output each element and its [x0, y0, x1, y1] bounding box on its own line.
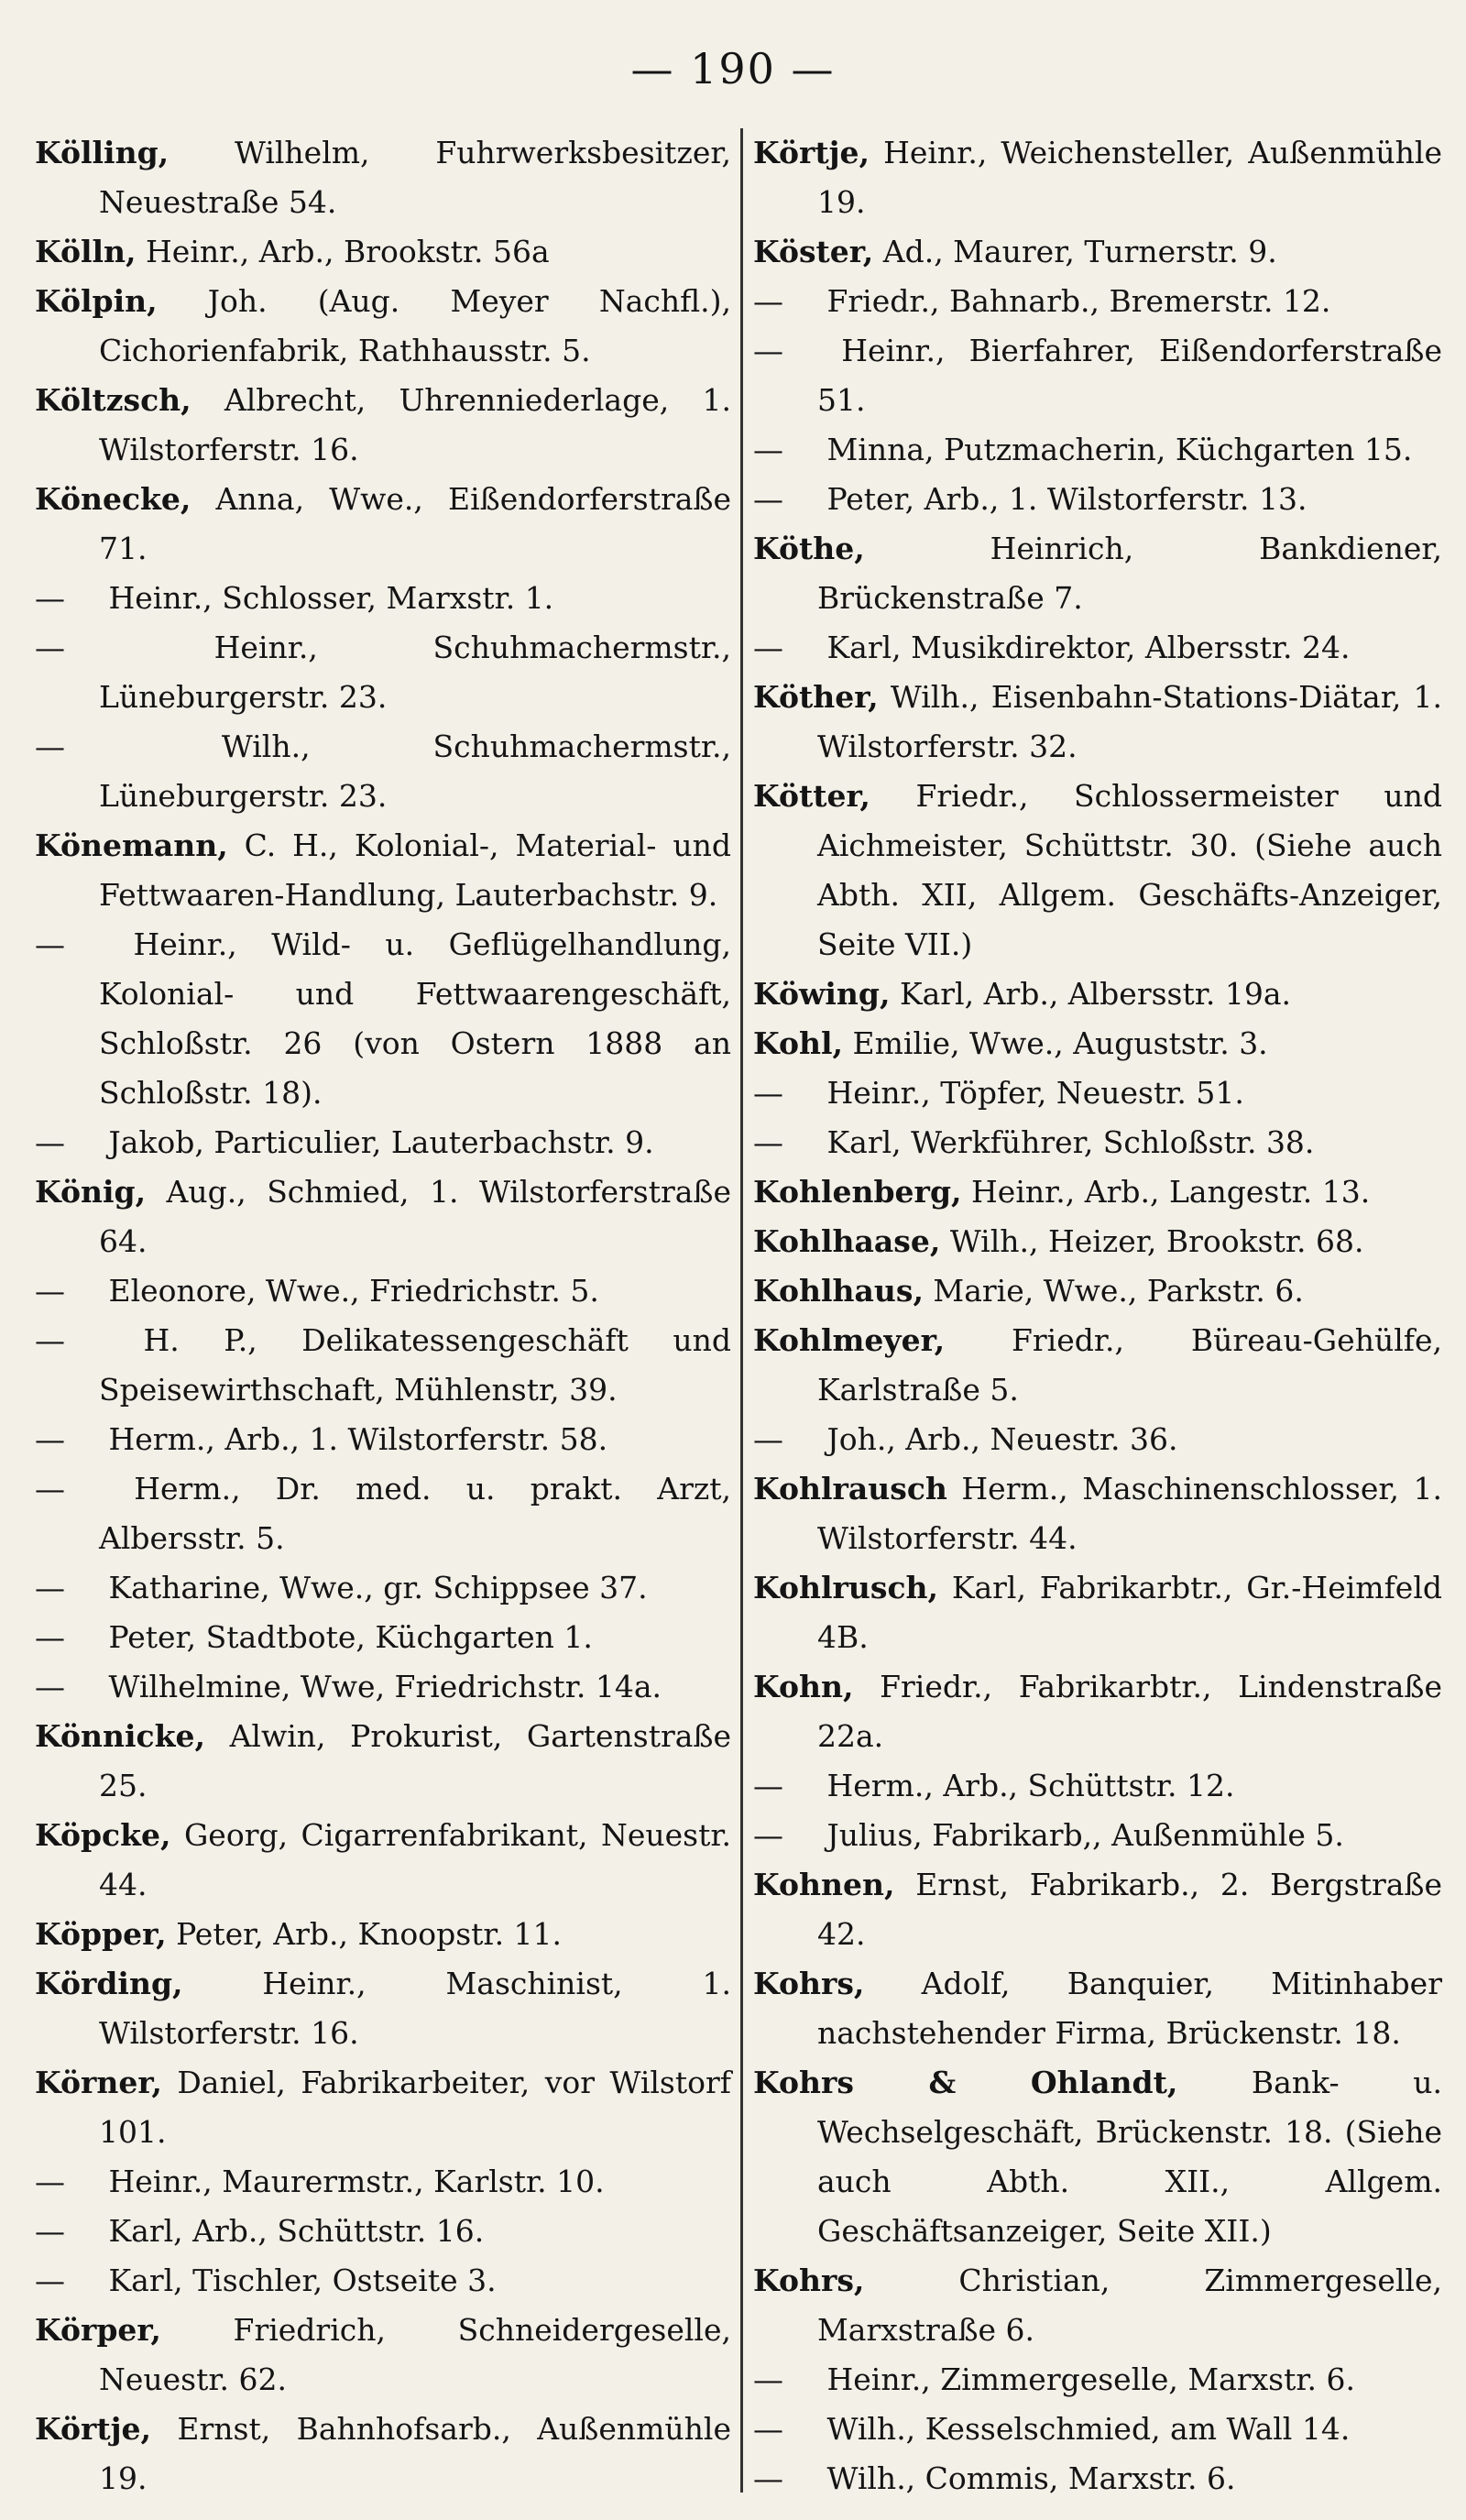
- entry-details: Friedr., Fabrikarbtr., Lindenstraße 22a.: [817, 1669, 1442, 1754]
- directory-entry: [753, 1662, 1442, 1761]
- directory-entry: [753, 1563, 1442, 1662]
- entry-details: Heinr., Schlosser, Marxstr. 1.: [99, 580, 554, 616]
- repeat-dash: —: [35, 729, 65, 764]
- directory-entry: [35, 2405, 731, 2504]
- left-column: [35, 128, 731, 2504]
- entry-details: Karl, Musikdirektor, Albersstr. 24.: [817, 630, 1351, 665]
- directory-entry: [753, 1316, 1442, 1415]
- entry-details: Heinrich, Bankdiener, Brückenstraße 7.: [817, 531, 1442, 616]
- directory-entry: [35, 1118, 731, 1167]
- entry-details: Karl, Tischler, Ostseite 3.: [99, 2263, 497, 2298]
- entry-details: Emilie, Wwe., Auguststr. 3.: [843, 1025, 1268, 1061]
- repeat-dash: —: [753, 283, 783, 319]
- repeat-dash: —: [35, 926, 65, 962]
- repeat-dash: —: [753, 432, 783, 467]
- entry-surname: Kölln,: [35, 234, 137, 269]
- repeat-dash: —: [35, 1619, 65, 1655]
- directory-entry: [753, 1217, 1442, 1266]
- entry-surname: Kohlrausch: [753, 1471, 947, 1507]
- directory-entry: [753, 1860, 1442, 1959]
- directory-entry: [753, 2058, 1442, 2256]
- directory-entry: [35, 2306, 731, 2405]
- directory-entry: [753, 1266, 1442, 1316]
- directory-entry: [753, 623, 1442, 673]
- directory-entry: [35, 1662, 731, 1712]
- entry-surname: Költzsch,: [35, 382, 191, 418]
- right-column: [753, 128, 1442, 2504]
- entry-details: Friedr., Schlossermeister und Aichmeister, Schüttstr. 30. (Siehe auch Abth. XII, Allgem. Geschäfts-Anzeiger, Seite VII.): [817, 778, 1442, 962]
- directory-entry: [753, 227, 1442, 277]
- entry-details: Heinr., Maschinist, 1. Wilstorferstr. 16.: [99, 1966, 731, 2051]
- entry-surname: Kötter,: [753, 778, 870, 814]
- repeat-dash: —: [753, 1817, 783, 1853]
- entry-surname: Kohlenberg,: [753, 1174, 962, 1210]
- entry-details: Joh. (Aug. Meyer Nachfl.), Cichorienfabrik, Rathhausstr. 5.: [99, 283, 731, 368]
- repeat-dash: —: [35, 1421, 65, 1457]
- directory-entry: [35, 1613, 731, 1662]
- repeat-dash: —: [753, 2411, 783, 2447]
- repeat-dash: —: [35, 1124, 65, 1160]
- directory-entry: [35, 1167, 731, 1266]
- entry-details: Ad., Maurer, Turnerstr. 9.: [873, 234, 1277, 269]
- entry-details: Georg, Cigarrenfabrikant, Neuestr. 44.: [99, 1817, 731, 1902]
- entry-details: Ernst, Fabrikarb., 2. Bergstraße 42.: [817, 1867, 1442, 1952]
- directory-entry: [753, 1811, 1442, 1860]
- directory-entry: [35, 2207, 731, 2256]
- entry-details: Peter, Arb., Knoopstr. 11.: [166, 1916, 563, 1952]
- entry-details: Heinr., Wild- u. Geflügelhandlung, Kolonial- und Fettwaarengeschäft, Schloßstr. 26 (von Ostern 1888 an Schloßstr. 18).: [99, 926, 731, 1111]
- repeat-dash: —: [753, 2361, 783, 2397]
- directory-entry: [753, 475, 1442, 524]
- directory-entry: [35, 227, 731, 277]
- directory-entry: [35, 623, 731, 722]
- entry-details: Minna, Putzmacherin, Küchgarten 15.: [817, 432, 1413, 467]
- entry-details: C. H., Kolonial-, Material- und Fettwaaren-Handlung, Lauterbachstr. 9.: [99, 827, 731, 913]
- entry-surname: Körper,: [35, 2312, 161, 2348]
- page-number: — 190 —: [630, 44, 836, 93]
- directory-entry: [35, 2157, 731, 2207]
- entry-details: Heinr., Bierfahrer, Eißendorferstraße 51.: [817, 333, 1442, 418]
- directory-entry: [35, 2256, 731, 2306]
- entry-details: Heinr., Zimmergeselle, Marxstr. 6.: [817, 2361, 1355, 2397]
- directory-entry: [753, 970, 1442, 1019]
- repeat-dash: —: [35, 2263, 65, 2298]
- directory-entry: [753, 2405, 1442, 2454]
- entry-details: Christian, Zimmergeselle, Marxstraße 6.: [817, 2263, 1442, 2348]
- entry-details: Anna, Wwe., Eißendorferstraße 71.: [99, 481, 731, 566]
- directory-entry: [753, 425, 1442, 475]
- entry-surname: Körding,: [35, 1966, 183, 2001]
- directory-entry: [35, 821, 731, 920]
- entry-surname: Kohrs,: [753, 2263, 865, 2298]
- entry-details: Wilh., Kesselschmied, am Wall 14.: [817, 2411, 1351, 2447]
- directory-entry: [35, 1464, 731, 1563]
- entry-details: Adolf, Banquier, Mitinhaber nachstehender Firma, Brückenstr. 18.: [817, 1966, 1442, 2051]
- directory-entry: [753, 128, 1442, 227]
- directory-entry: [753, 326, 1442, 425]
- repeat-dash: —: [753, 2460, 783, 2496]
- directory-entry: [753, 277, 1442, 326]
- repeat-dash: —: [35, 1273, 65, 1309]
- directory-entry: [753, 1019, 1442, 1068]
- directory-entry: [753, 1415, 1442, 1464]
- entry-surname: Kölling,: [35, 135, 170, 170]
- entry-surname: Köther,: [753, 679, 879, 715]
- entry-details: Heinr., Arb., Langestr. 13.: [961, 1174, 1371, 1210]
- repeat-dash: —: [753, 1075, 783, 1111]
- directory-entry: [35, 1959, 731, 2058]
- repeat-dash: —: [35, 580, 65, 616]
- entry-details: Heinr., Töpfer, Neuestr. 51.: [817, 1075, 1244, 1111]
- entry-surname: Köpper,: [35, 1916, 167, 1952]
- entry-surname: Kölpin,: [35, 283, 158, 319]
- directory-entry: [753, 524, 1442, 623]
- entry-details: Katharine, Wwe., gr. Schippsee 37.: [99, 1570, 648, 1605]
- repeat-dash: —: [753, 1124, 783, 1160]
- entry-surname: Kohlrusch,: [753, 1570, 939, 1605]
- entry-surname: Kohlmeyer,: [753, 1322, 946, 1358]
- entry-details: Aug., Schmied, 1. Wilstorferstraße 64.: [99, 1174, 731, 1259]
- directory-entry: [35, 1415, 731, 1464]
- entry-details: H. P., Delikatessengeschäft und Speisewirthschaft, Mühlenstr, 39.: [99, 1322, 731, 1408]
- entry-details: Herm., Dr. med. u. prakt. Arzt, Albersstr. 5.: [99, 1471, 731, 1556]
- entry-details: Karl, Werkführer, Schloßstr. 38.: [817, 1124, 1315, 1160]
- directory-entry: [753, 772, 1442, 970]
- entry-details: Karl, Arb., Schüttstr. 16.: [99, 2213, 485, 2249]
- entry-details: Wilh., Commis, Marxstr. 6.: [817, 2460, 1236, 2496]
- entry-details: Wilhelm, Fuhrwerksbesitzer, Neuestraße 54.: [99, 135, 731, 220]
- entry-surname: Kohl,: [753, 1025, 843, 1061]
- entry-surname: Könnicke,: [35, 1718, 205, 1754]
- entry-details: Heinr., Arb., Brookstr. 56a: [136, 234, 550, 269]
- entry-surname: Kohnen,: [753, 1867, 895, 1902]
- entry-surname: König,: [35, 1174, 147, 1210]
- entry-details: Joh., Arb., Neuestr. 36.: [817, 1421, 1178, 1457]
- entry-surname: Kohlhaus,: [753, 1273, 924, 1309]
- directory-entry: [35, 574, 731, 623]
- entry-surname: Köpcke,: [35, 1817, 171, 1853]
- entry-details: Wilhelmine, Wwe, Friedrichstr. 14a.: [99, 1669, 662, 1704]
- entry-surname: Könecke,: [35, 481, 191, 517]
- entry-details: Friedrich, Schneidergeselle, Neuestr. 62.: [99, 2312, 731, 2397]
- entry-surname: Kohlhaase,: [753, 1223, 941, 1259]
- directory-entry: [753, 1959, 1442, 2058]
- entry-details: Heinr., Schuhmachermstr., Lüneburgerstr. 23.: [99, 630, 731, 715]
- directory-entry: [753, 673, 1442, 772]
- repeat-dash: —: [753, 1768, 783, 1803]
- entry-details: Herm., Arb., 1. Wilstorferstr. 58.: [99, 1421, 608, 1457]
- entry-surname: Körtje,: [753, 135, 870, 170]
- repeat-dash: —: [753, 333, 783, 368]
- directory-entry: [753, 1167, 1442, 1217]
- repeat-dash: —: [753, 630, 783, 665]
- repeat-dash: —: [35, 2213, 65, 2249]
- entry-surname: Köwing,: [753, 976, 891, 1012]
- entry-surname: Köthe,: [753, 531, 865, 566]
- entry-details: Wilh., Eisenbahn-Stations-Diätar, 1. Wilstorferstr. 32.: [817, 679, 1442, 764]
- directory-entry: [753, 2355, 1442, 2405]
- directory-entry: [35, 1811, 731, 1910]
- directory-entry: [35, 128, 731, 227]
- entry-details: Peter, Arb., 1. Wilstorferstr. 13.: [817, 481, 1307, 517]
- entry-details: Wilh., Heizer, Brookstr. 68.: [940, 1223, 1364, 1259]
- repeat-dash: —: [35, 630, 65, 665]
- entry-details: Herm., Maschinenschlosser, 1. Wilstorferstr. 44.: [817, 1471, 1442, 1556]
- directory-entry: [35, 277, 731, 376]
- directory-entry: [35, 1266, 731, 1316]
- entry-details: Daniel, Fabrikarbeiter, vor Wilstorf 101.: [99, 2065, 731, 2150]
- directory-entry: [35, 920, 731, 1118]
- entry-details: Peter, Stadtbote, Küchgarten 1.: [99, 1619, 593, 1655]
- entry-details: Jakob, Particulier, Lauterbachstr. 9.: [99, 1124, 654, 1160]
- entry-details: Bank- u. Wechselgeschäft, Brückenstr. 18. (Siehe auch Abth. XII., Allgem. Geschäftsanzeiger, Seite XII.): [817, 2065, 1442, 2249]
- entry-details: Marie, Wwe., Parkstr. 6.: [923, 1273, 1304, 1309]
- entry-details: Friedr., Büreau-Gehülfe, Karlstraße 5.: [817, 1322, 1442, 1408]
- directory-entry: [35, 1316, 731, 1415]
- entry-surname: Kohrs,: [753, 1966, 865, 2001]
- entry-surname: Kohrs & Ohlandt,: [753, 2065, 1178, 2100]
- entry-details: Eleonore, Wwe., Friedrichstr. 5.: [99, 1273, 599, 1309]
- directory-entry: [753, 2454, 1442, 2504]
- entry-details: Karl, Arb., Albersstr. 19a.: [890, 976, 1292, 1012]
- directory-entry: [753, 1761, 1442, 1811]
- column-divider: [740, 128, 743, 2493]
- directory-entry: [35, 2058, 731, 2157]
- directory-entry: [35, 1712, 731, 1811]
- directory-entry: [35, 376, 731, 475]
- entry-surname: Körner,: [35, 2065, 162, 2100]
- directory-entry: [753, 1068, 1442, 1118]
- directory-entry: [35, 1563, 731, 1613]
- directory-entry: [753, 2256, 1442, 2355]
- entry-details: Friedr., Bahnarb., Bremerstr. 12.: [817, 283, 1331, 319]
- entry-surname: Körtje,: [35, 2411, 152, 2447]
- entry-details: Wilh., Schuhmachermstr., Lüneburgerstr. 23.: [99, 729, 731, 814]
- repeat-dash: —: [753, 1421, 783, 1457]
- entry-details: Ernst, Bahnhofsarb., Außenmühle 19.: [99, 2411, 731, 2496]
- directory-entry: [35, 1910, 731, 1959]
- repeat-dash: —: [35, 1471, 65, 1507]
- entry-details: Karl, Fabrikarbtr., Gr.-Heimfeld 4B.: [817, 1570, 1442, 1655]
- directory-entry: [35, 475, 731, 574]
- directory-entry: [753, 1464, 1442, 1563]
- repeat-dash: —: [35, 1669, 65, 1704]
- entry-details: Albrecht, Uhrenniederlage, 1. Wilstorferstr. 16.: [99, 382, 731, 467]
- directory-entry: [753, 1118, 1442, 1167]
- entry-details: Heinr., Maurermstr., Karlstr. 10.: [99, 2164, 605, 2199]
- entry-surname: Könemann,: [35, 827, 228, 863]
- repeat-dash: —: [753, 481, 783, 517]
- entry-surname: Köster,: [753, 234, 874, 269]
- entry-surname: Kohn,: [753, 1669, 854, 1704]
- repeat-dash: —: [35, 1570, 65, 1605]
- entry-details: Julius, Fabrikarb,, Außenmühle 5.: [817, 1817, 1344, 1853]
- repeat-dash: —: [35, 1322, 65, 1358]
- entry-details: Heinr., Weichensteller, Außenmühle 19.: [817, 135, 1442, 220]
- repeat-dash: —: [35, 2164, 65, 2199]
- directory-entry: [35, 722, 731, 821]
- entry-details: Herm., Arb., Schüttstr. 12.: [817, 1768, 1235, 1803]
- entry-details: Alwin, Prokurist, Gartenstraße 25.: [99, 1718, 731, 1803]
